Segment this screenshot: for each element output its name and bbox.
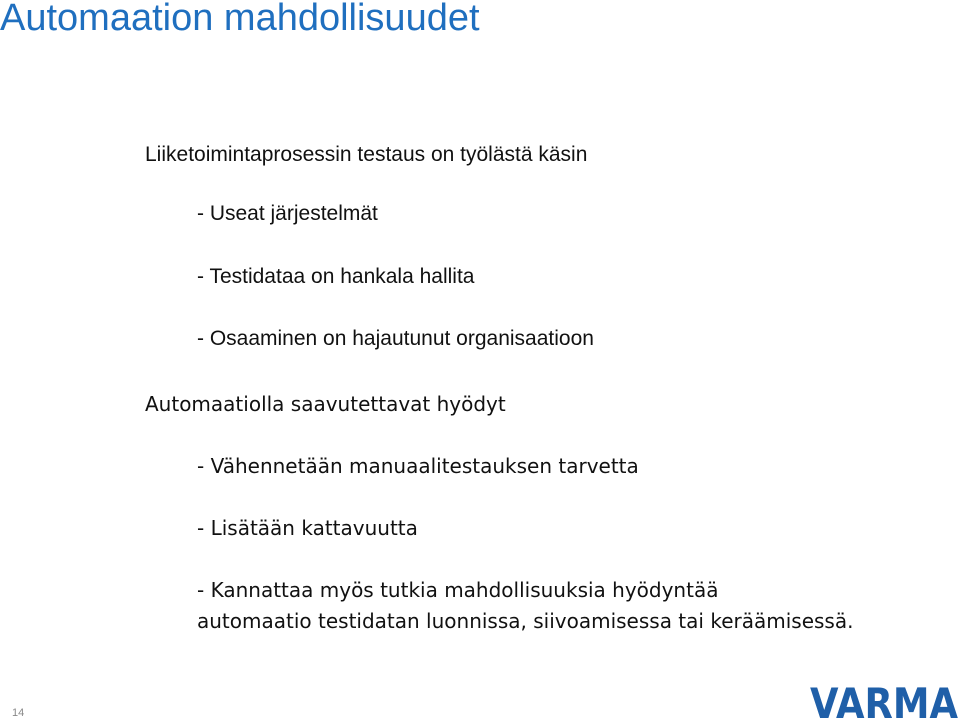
varma-logo	[809, 680, 959, 724]
page-title: Automaation mahdollisuudet	[0, 0, 480, 39]
logo-text: VARMA	[810, 680, 959, 724]
bullet-knowledge: - Osaaminen on hajautunut organisaatioon	[197, 327, 594, 350]
bullet-multiple-systems: - Useat järjestelmät	[197, 202, 378, 225]
section-heading-manual-testing: Liiketoimintaprosessin testaus on työlästä käsin	[145, 143, 588, 166]
bullet-test-data-automation-line2: automaatio testidatan luonnissa, siivoamisessa tai keräämisessä.	[197, 609, 854, 633]
bullet-coverage: - Lisätään kattavuutta	[197, 516, 418, 540]
page-number: 14	[12, 707, 25, 719]
section-heading-benefits: Automaatiolla saavutettavat hyödyt	[145, 392, 506, 416]
bullet-test-data-automation-line1: - Kannattaa myös tutkia mahdollisuuksia hyödyntää	[197, 578, 719, 602]
bullet-reduce-manual: - Vähennetään manuaalitestauksen tarvetta	[197, 454, 639, 478]
bullet-test-data: - Testidataa on hankala hallita	[197, 265, 475, 288]
